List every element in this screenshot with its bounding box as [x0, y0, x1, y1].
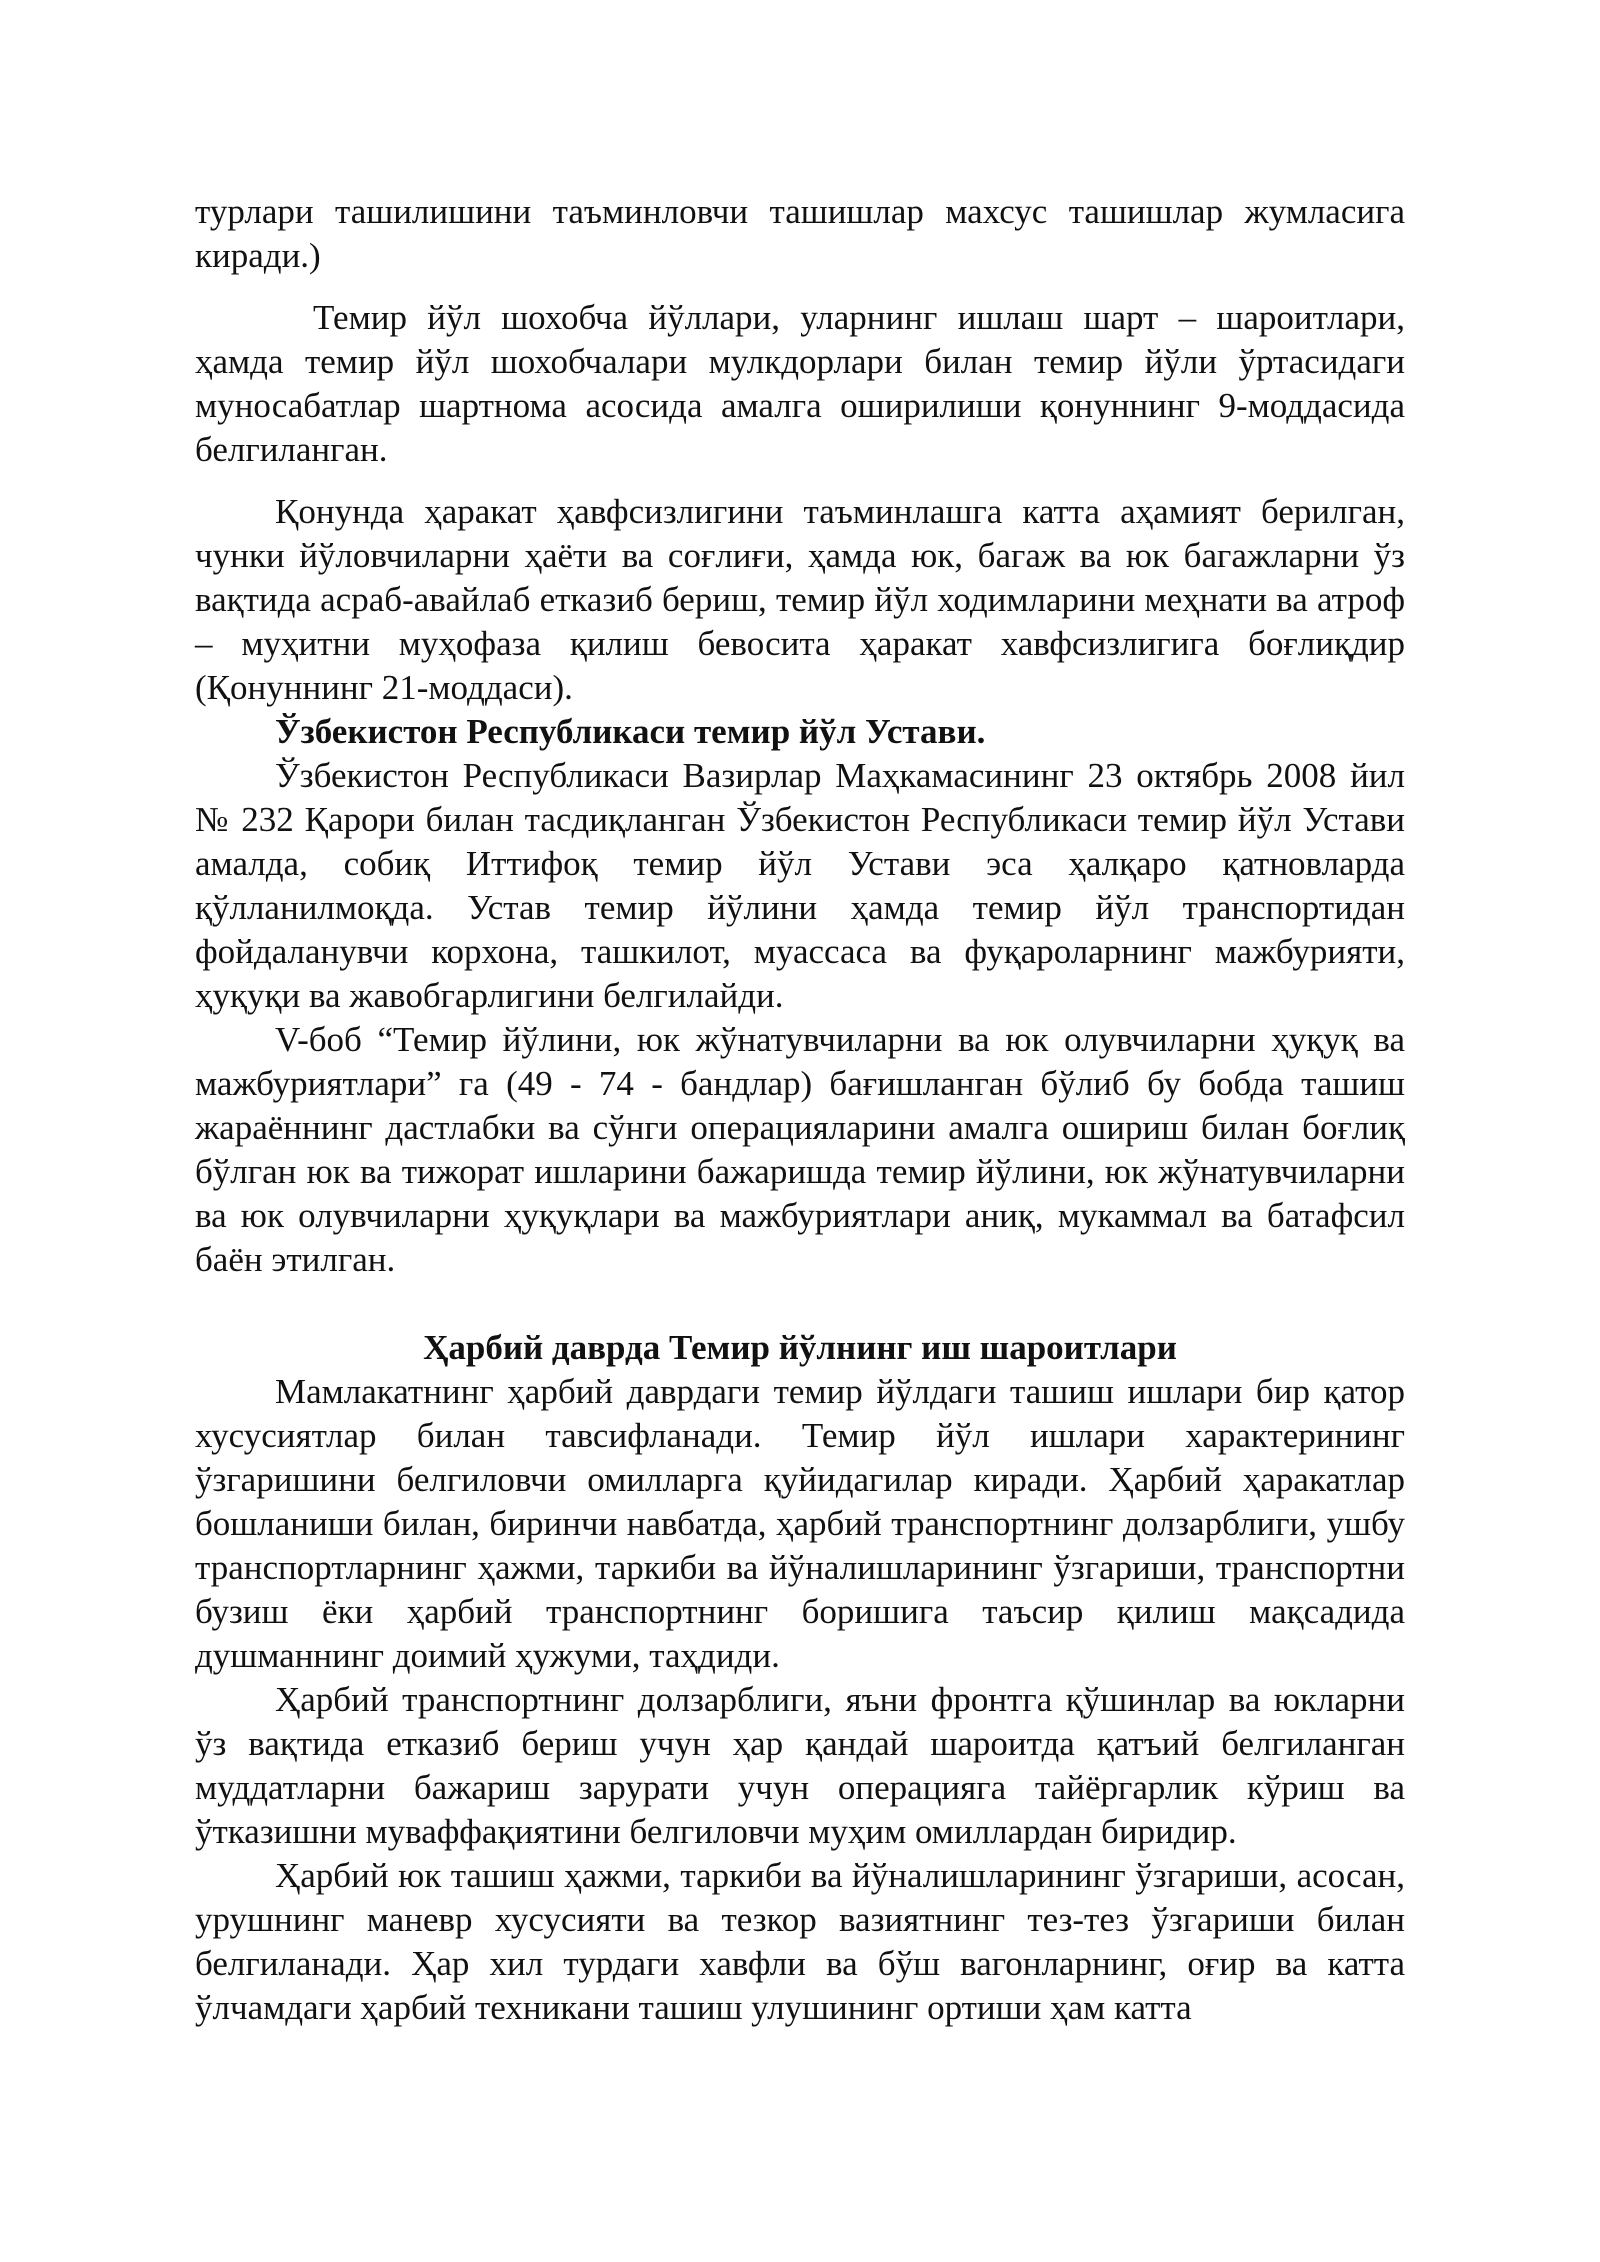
- section-heading-railway-charter: Ўзбекистон Республикаси темир йўл Устави.: [275, 712, 986, 751]
- paragraph-chapter-v: V-боб “Темир йўлини, юк жўнатувчиларни ва юк олувчиларни ҳуқуқ ва мажбуриятлари” га (49 - 74 - бандлар) бағишланган бўлиб бу бобда ташиш жараённинг дастлабки ва сўнги операцияларини амалга ошириш билан боғлиқ бўлган юк ва тижорат ишларини бажаришда темир йўлини, юк жўнатувчиларни ва юк олувчиларни ҳуқуқлари ва мажбуриятлари аниқ, мукаммал ва батафсил баён этилган.: [195, 1020, 1405, 1279]
- paragraph-traffic-safety: Қонунда ҳаракат ҳавфсизлигини таъминлашга катта аҳамият берилган, чунки йўловчиларни ҳаёти ва соғлиғи, ҳамда юк, багаж ва юк багажларни ўз вақтида асраб-авайлаб етказиб бериш, темир йўл ходимларини меҳнати ва атроф – муҳитни муҳофаза қилиш бевосита ҳаракат хавфсизлигига боғлиқдир (Қонуннинг 21-моддаси).: [195, 492, 1405, 707]
- paragraph-continuation: турлари ташилишини таъминловчи ташишлар махсус ташишлар жумласига киради.): [195, 192, 1405, 275]
- paragraph-branch-lines: Темир йўл шохобча йўллари, уларнинг ишлаш шарт – шароитлари, ҳамда темир йўл шохобчалари мулкдорлари билан темир йўли ўртасидаги муносабатлар шартнома асосида амалга оширилиши қонуннинг 9-моддасида белгиланган.: [195, 298, 1405, 469]
- paragraph-cargo-volume-changes: Ҳарбий юк ташиш ҳажми, таркиби ва йўналишларининг ўзгариши, асосан, урушнинг маневр хусусияти ва тезкор вазиятнинг тез-тез ўзгариши билан белгиланади. Ҳар хил турдаги хавфли ва бўш вагонларнинг, оғир ва катта ўлчамдаги ҳарбий техникани ташиш улушининг ортиши ҳам катта: [195, 1856, 1405, 2027]
- paragraph-charter-approval: Ўзбекистон Республикаси Вазирлар Маҳкамасининг 23 октябрь 2008 йил № 232 Қарори билан тасдиқланган Ўзбекистон Республикаси темир йўл Устави амалда, собиқ Иттифоқ темир йўл Устави эса ҳалқаро қатновларда қўлланилмоқда. Устав темир йўлини ҳамда темир йўл транспортидан фойдаланувчи корхона, ташкилот, муассаса ва фуқароларнинг мажбурияти, ҳуқуқи ва жавобгарлигини белгилайди.: [195, 756, 1405, 1015]
- paragraph-military-transport-urgency: Ҳарбий транспортнинг долзарблиги, яъни фронтга қўшинлар ва юкларни ўз вақтида етказиб бериш учун ҳар қандай шароитда қатъий белгиланган муддатларни бажариш зарурати учун операцияга тайёргарлик кўриш ва ўтказишни муваффақиятини белгиловчи муҳим омиллардан биридир.: [195, 1680, 1405, 1851]
- section-heading-wartime-conditions: Ҳарбий даврда Темир йўлнинг иш шароитлари: [423, 1328, 1177, 1367]
- paragraph-wartime-features: Мамлакатнинг ҳарбий даврдаги темир йўлдаги ташиш ишлари бир қатор хусусиятлар билан тавсифланади. Темир йўл ишлари характерининг ўзгаришини белгиловчи омилларга қуйидагилар киради. Ҳарбий ҳаракатлар бошланиши билан, биринчи навбатда, ҳарбий транспортнинг долзарблиги, ушбу транспортларнинг ҳажми, таркиби ва йўналишларининг ўзгариши, транспортни бузиш ёки ҳарбий транспортнинг боришига таъсир қилиш мақсадида душманнинг доимий ҳужуми, таҳдиди.: [195, 1372, 1405, 1675]
- document-page: [195, 190, 1405, 2030]
